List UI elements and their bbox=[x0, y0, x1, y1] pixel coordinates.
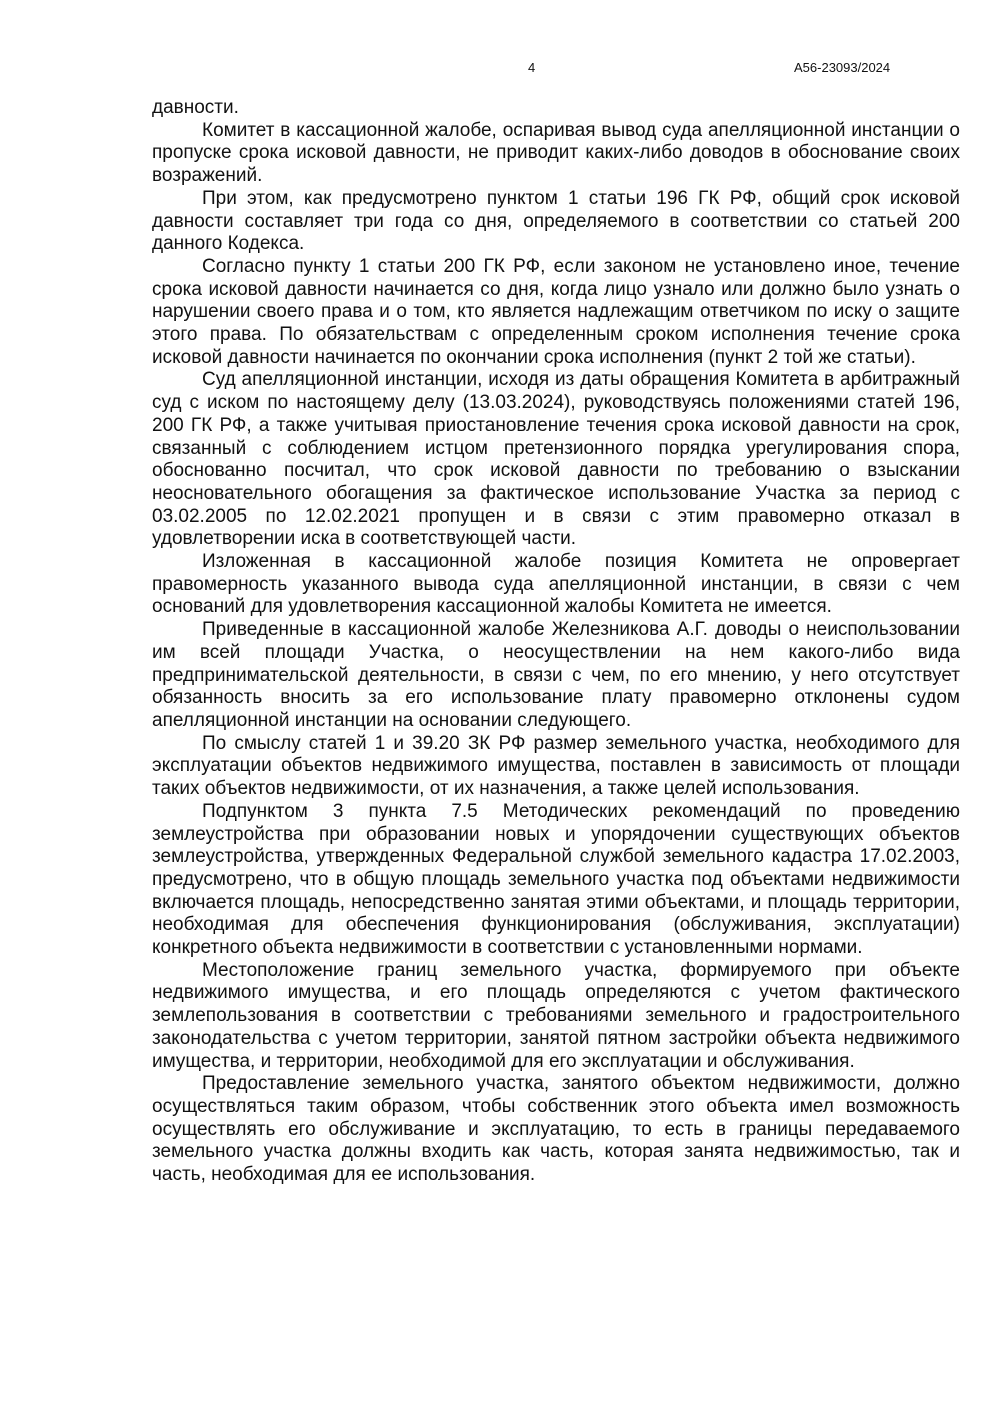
paragraph: Местоположение границ земельного участка, формируемого при объекте недвижимого имущества, и его площадь определяются с учетом фактического землепользования в соответствии с требованиями земельного и градостроительного законодательства с учетом территории, занятой пятном застройки объекта недвижимого имущества, и территории, необходимой для его эксплуатации и обслуживания. bbox=[152, 959, 960, 1072]
case-number: А56-23093/2024 bbox=[794, 60, 891, 75]
paragraph: Комитет в кассационной жалобе, оспаривая вывод суда апелляционной инстанции о пропуске срока исковой давности, не приводит каких-либо доводов в обоснование своих возражений. bbox=[152, 119, 960, 187]
paragraph: Суд апелляционной инстанции, исходя из даты обращения Комитета в арбитражный суд с иском по настоящему делу (13.03.2024), руководствуясь положениями статей 196, 200 ГК РФ, а также учитывая приостановление течения срока исковой давности на срок, связанный с соблюдением истцом претензионного порядка урегулирования спора, обоснованно посчитал, что срок исковой давности по требованию о взыскании неосновательного обогащения за фактическое использование Участка за период с 03.02.2005 по 12.02.2021 пропущен и в связи с этим правомерно отказал в удовлетворении иска в соответствующей части. bbox=[152, 369, 960, 550]
page-number: 4 bbox=[528, 60, 536, 75]
paragraph: Предоставление земельного участка, занятого объектом недвижимости, должно осуществляться таким образом, чтобы собственник этого объекта имел возможность осуществлять его обслуживание и эксплуатацию, то есть в границы передаваемого земельного участка должны входить как часть, которая занята недвижимостью, так и часть, необходимая для ее использования. bbox=[152, 1073, 960, 1186]
paragraph: Подпунктом 3 пункта 7.5 Методических рекомендаций по проведению землеустройства при образовании новых и упорядочении существующих объектов землеустройства, утвержденных Федеральной службой земельного кадастра 17.02.2003, предусмотрено, что в общую площадь земельного участка под объектами недвижимости включается площадь, непосредственно занятая этими объектами, и площадь территории, необходимая для обеспечения функционирования (обслуживания, эксплуатации) конкретного объекта недвижимости в соответствии с установленными нормами. bbox=[152, 800, 960, 959]
paragraph: Приведенные в кассационной жалобе Железникова А.Г. доводы о неиспользовании им всей площади Участка, о неосуществлении на нем какого-либо вида предпринимательской деятельности, в связи с чем, по его мнению, у него отсутствует обязанность вносить за его использование плату правомерно отклонены судом апелляционной инстанции на основании следующего. bbox=[152, 619, 960, 731]
paragraph: По смыслу статей 1 и 39.20 ЗК РФ размер земельного участка, необходимого для эксплуатации объектов недвижимого имущества, поставлен в зависимость от площади таких объектов недвижимости, от их назначения, а также целей использования. bbox=[152, 732, 960, 800]
paragraph-continuation: давности. bbox=[152, 97, 239, 118]
paragraph: При этом, как предусмотрено пунктом 1 статьи 196 ГК РФ, общий срок исковой давности составляет три года со дня, определяемого в соответствии со статьей 200 данного Кодекса. bbox=[152, 187, 960, 255]
paragraph: Изложенная в кассационной жалобе позиция Комитета не опровергает правомерность указанного вывода суда апелляционной инстанции, в связи с чем оснований для удовлетворения кассационной жалобы Комитета не имеется. bbox=[152, 551, 960, 618]
paragraph: Согласно пункту 1 статьи 200 ГК РФ, если законом не установлено иное, течение срока исковой давности начинается со дня, когда лицо узнало или должно было узнать о нарушении своего права и о том, кто является надлежащим ответчиком по иску о защите этого права. По обязательствам с определенным сроком исполнения течение срока исковой давности начинается по окончании срока исполнения (пункт 2 той же статьи). bbox=[152, 255, 960, 368]
document-body bbox=[152, 97, 960, 1187]
